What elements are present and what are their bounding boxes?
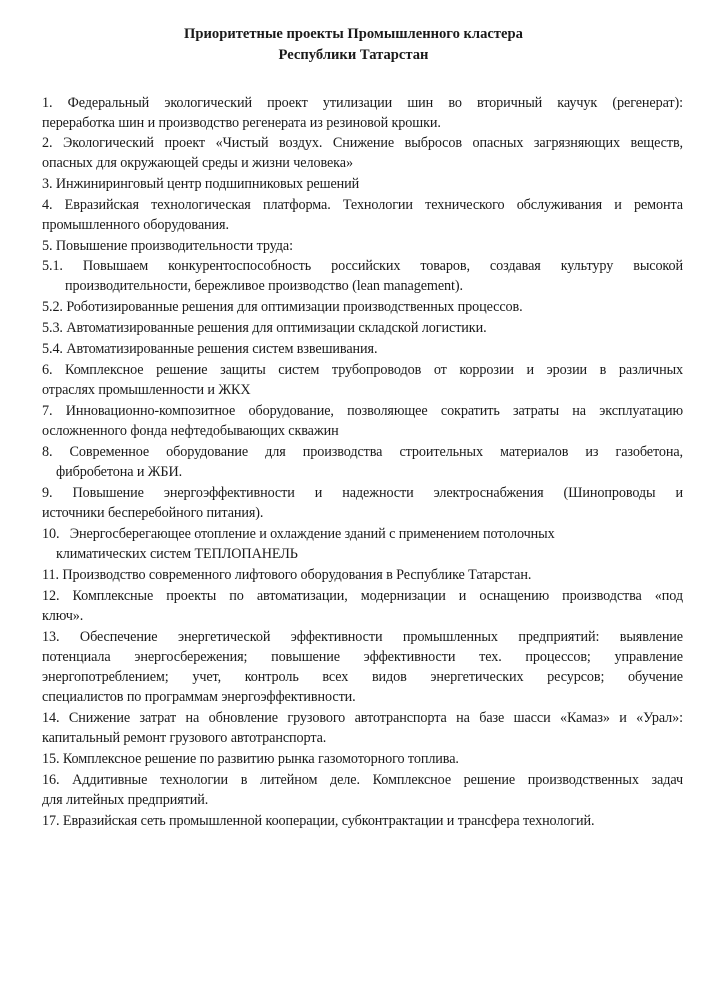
list-item-16-line-2: для литейных предприятий. [42, 792, 209, 808]
list-item-5-3-line-1: 5.3. Автоматизированные решения для оптимизации складской логистики. [42, 320, 487, 336]
list-item-4-line-1: 4. Евразийская технологическая платформа. Технологии технического обслуживания и ремонта [42, 197, 683, 213]
list-item-13-line-3: энергопотреблением; учет, контроль всех видов энергетических ресурсов; обучение [42, 669, 683, 685]
list-item-6-line-2: отраслях промышленности и ЖКХ [42, 382, 251, 398]
list-item-14-line-2: капитальный ремонт грузового автотранспорта. [42, 730, 327, 746]
list-item-11-line-1: 11. Производство современного лифтового оборудования в Республике Татарстан. [42, 567, 532, 583]
list-item-6-line-1: 6. Комплексное решение защиты систем трубопроводов от коррозии и эрозии в различных [42, 362, 683, 378]
list-item-9-line-1: 9. Повышение энергоэффективности и надежности электроснабжения (Шинопроводы и [42, 485, 683, 501]
list-item-2-line-1: 2. Экологический проект «Чистый воздух. Снижение выбросов опасных загрязняющих веществ, [42, 135, 683, 151]
list-item-15-line-1: 15. Комплексное решение по развитию рынка газомоторного топлива. [42, 751, 459, 767]
list-item-12-line-1: 12. Комплексные проекты по автоматизации, модернизации и оснащению производства «под [42, 588, 683, 604]
list-item-9-line-2: источники бесперебойного питания). [42, 505, 264, 521]
list-item-1-line-1: 1. Федеральный экологический проект утилизации шин во вторичный каучук (регенерат): [42, 95, 683, 111]
list-item-2-line-2: опасных для окружающей среды и жизни человека» [42, 155, 353, 171]
list-item-1-line-2: переработка шин и производство регенерата из резиновой крошки. [42, 115, 441, 131]
list-item-5-2-line-1: 5.2. Роботизированные решения для оптимизации производственных процессов. [42, 299, 523, 315]
document-title-line-2: Республики Татарстан [278, 47, 429, 63]
list-item-8-line-2: фибробетона и ЖБИ. [56, 464, 183, 480]
list-item-10-line-2: климатических систем ТЕПЛОПАНЕЛЬ [56, 546, 298, 562]
list-item-17-line-1: 17. Евразийская сеть промышленной кооперации, субконтрактации и трансфера технологий. [42, 813, 595, 829]
list-item-8-line-1: 8. Современное оборудование для производства строительных материалов из газобетона, [42, 444, 683, 460]
list-item-4-line-2: промышленного оборудования. [42, 217, 229, 233]
list-item-14-line-1: 14. Снижение затрат на обновление грузового автотранспорта на базе шасси «Камаз» и «Урал»: [42, 710, 683, 726]
list-item-7-line-2: осложненного фонда нефтедобывающих скважин [42, 423, 339, 439]
list-item-13-line-4: специалистов по программам энергоэффективности. [42, 689, 356, 705]
list-item-5-line-1: 5. Повышение производительности труда: [42, 238, 293, 254]
list-item-13-line-2: потенциала энергосбережения; повышение эффективности тех. процессов; управление [42, 649, 683, 665]
list-item-5-1-line-2: производительности, бережливое производство (lean management). [65, 278, 463, 294]
list-item-5-1-line-1: 5.1. Повышаем конкурентоспособность российских товаров, создавая культуру высокой [42, 258, 683, 274]
list-item-10-line-1: 10. Энергосберегающее отопление и охлаждение зданий с применением потолочных [42, 526, 555, 542]
document-title-line-1: Приоритетные проекты Промышленного кластера [184, 26, 523, 42]
list-item-12-line-2: ключ». [42, 608, 84, 624]
list-item-13-line-1: 13. Обеспечение энергетической эффективности промышленных предприятий: выявление [42, 629, 683, 645]
list-item-3-line-1: 3. Инжиниринговый центр подшипниковых решений [42, 176, 360, 192]
list-item-16-line-1: 16. Аддитивные технологии в литейном деле. Комплексное решение производственных задач [42, 772, 683, 788]
list-item-7-line-1: 7. Инновационно-композитное оборудование, позволяющее сократить затраты на эксплуатацию [42, 403, 683, 419]
list-item-5-4-line-1: 5.4. Автоматизированные решения систем взвешивания. [42, 341, 378, 357]
